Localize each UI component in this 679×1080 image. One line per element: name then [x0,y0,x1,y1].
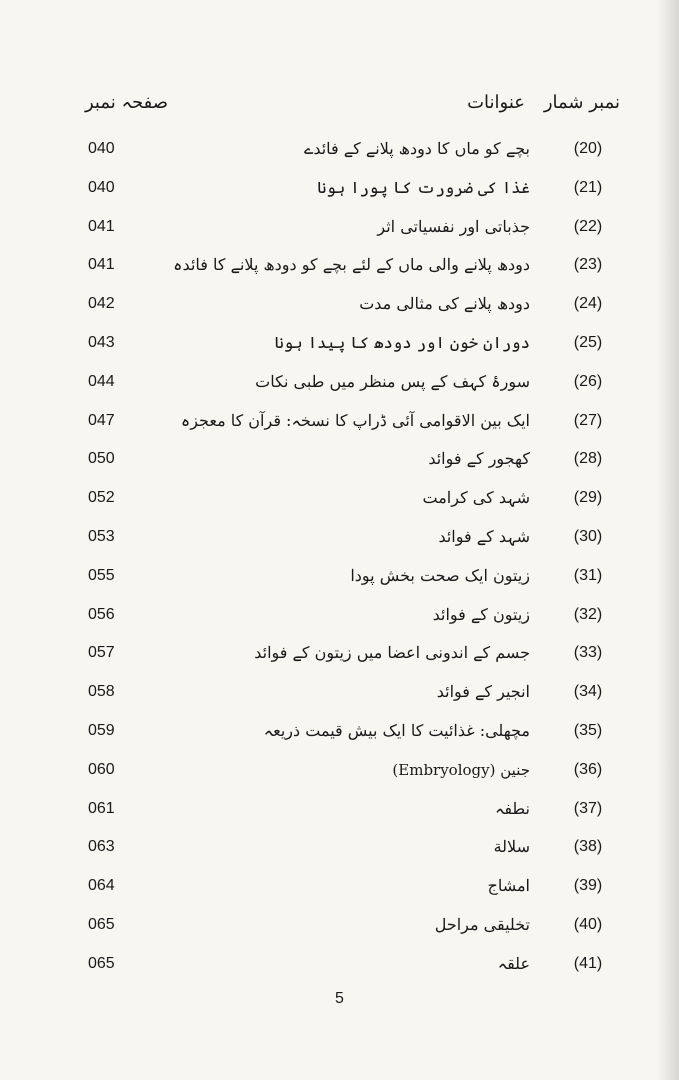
toc-row [60,828,620,867]
toc-row [60,130,620,169]
entry-title: مچھلی: غذائیت کا ایک بیش قیمت ذریعہ [263,720,530,740]
entry-number: (41) [573,954,603,972]
entry-page: 047 [88,411,115,429]
entry-title: جنین (Embryology) [392,760,530,779]
entry-title: نطفہ [494,798,530,818]
entry-page: 063 [88,838,115,856]
entry-page: 061 [88,799,115,817]
entry-number: (27) [573,411,603,429]
toc-row [60,945,620,984]
entry-page: 040 [88,140,115,157]
entry-number: (39) [573,877,603,895]
toc-row [60,324,620,363]
entry-page: 050 [88,450,115,468]
entry-page: 059 [88,721,115,739]
toc-row [60,712,620,751]
entry-page: 065 [88,954,115,972]
entry-number: (25) [573,333,603,351]
toc-row [60,285,620,324]
entry-title: زیتون کے فوائد [432,604,530,624]
entry-title: علقہ [497,953,530,973]
table-of-contents [60,130,620,984]
entry-title: جسم کے اندونی اعضا میں زیتون کے فوائد [254,643,530,663]
entry-number: (30) [573,527,603,545]
entry-page: 060 [88,760,115,778]
entry-title: ایک بین الاقوامی آئی ڈراپ کا نسخہ: قرآن کا معجزہ [180,410,530,430]
page-number: 5 [335,990,344,1007]
toc-row [60,479,620,518]
entry-page: 043 [88,333,115,351]
entry-title: سلالة [493,837,530,857]
entry-page: 056 [88,605,115,623]
entry-number: (24) [573,295,603,313]
toc-row [60,518,620,557]
entry-number: (35) [573,721,603,739]
entry-page: 042 [88,295,115,313]
entry-number: (36) [573,760,603,778]
entry-number: (20) [573,140,603,157]
entry-title: سورۂ کہف کے پس منظر میں طبی نکات [255,371,530,391]
title-heading: عنوانات [467,92,525,113]
entry-title: غذا کی ضرورت کا پورا ہونا [317,177,530,197]
toc-row [60,673,620,712]
entry-number: (34) [573,683,603,701]
entry-page: 057 [88,644,115,662]
page-edge-shadow [657,0,679,1080]
toc-row [60,246,620,285]
entry-page: 065 [88,915,115,933]
entry-number: (21) [573,178,603,196]
entry-number: (26) [573,372,603,390]
entry-number: (40) [573,915,603,933]
entry-number: (33) [573,644,603,662]
toc-row [60,402,620,441]
entry-title: امشاج [487,876,530,896]
entry-page: 041 [88,256,115,274]
toc-row [60,790,620,829]
entry-title: انجیر کے فوائد [436,682,530,702]
entry-title: دودھ پلانے والی ماں کے لئے بچے کو دودھ پلانے کا فائدہ [173,255,530,275]
entry-page: 040 [88,178,115,196]
toc-row [60,906,620,945]
entry-page: 053 [88,527,115,545]
toc-row [60,208,620,247]
toc-header [60,92,620,122]
entry-title: بچے کو ماں کا دودھ پلانے کے فائدے [303,139,530,158]
entry-title: زیتون ایک صحت بخش پودا [350,565,530,585]
toc-row [60,634,620,673]
page-heading: صفحہ نمبر [85,92,169,113]
entry-title: شہد کے فوائد [438,526,530,546]
entry-number: (23) [573,256,603,274]
toc-row [60,596,620,635]
entry-page: 064 [88,877,115,895]
entry-title: دودھ پلانے کی مثالی مدت [359,294,530,314]
entry-number: (32) [573,605,603,623]
toc-row [60,440,620,479]
toc-row [60,867,620,906]
entry-title: تخلیقی مراحل [434,914,530,934]
entry-page: 041 [88,217,115,235]
entry-title: دوران خون اور دودھ کا پیدا ہونا [274,332,530,352]
entry-number: (38) [573,838,603,856]
toc-row [60,169,620,208]
serial-heading: نمبر شمار [543,92,620,113]
entry-number: (37) [573,799,603,817]
entry-title: کھجور کے فوائد [428,449,530,469]
entry-number: (29) [573,489,603,507]
entry-number: (22) [573,217,603,235]
entry-page: 055 [88,566,115,584]
entry-title: شہد کی کرامت [422,488,530,508]
toc-row [60,557,620,596]
entry-number: (28) [573,450,603,468]
entry-number: (31) [573,566,603,584]
toc-row [60,363,620,402]
entry-page: 058 [88,683,115,701]
toc-row [60,751,620,790]
entry-page: 044 [88,372,115,390]
entry-page: 052 [88,489,115,507]
entry-title: جذباتی اور نفسیاتی اثر [377,216,530,236]
